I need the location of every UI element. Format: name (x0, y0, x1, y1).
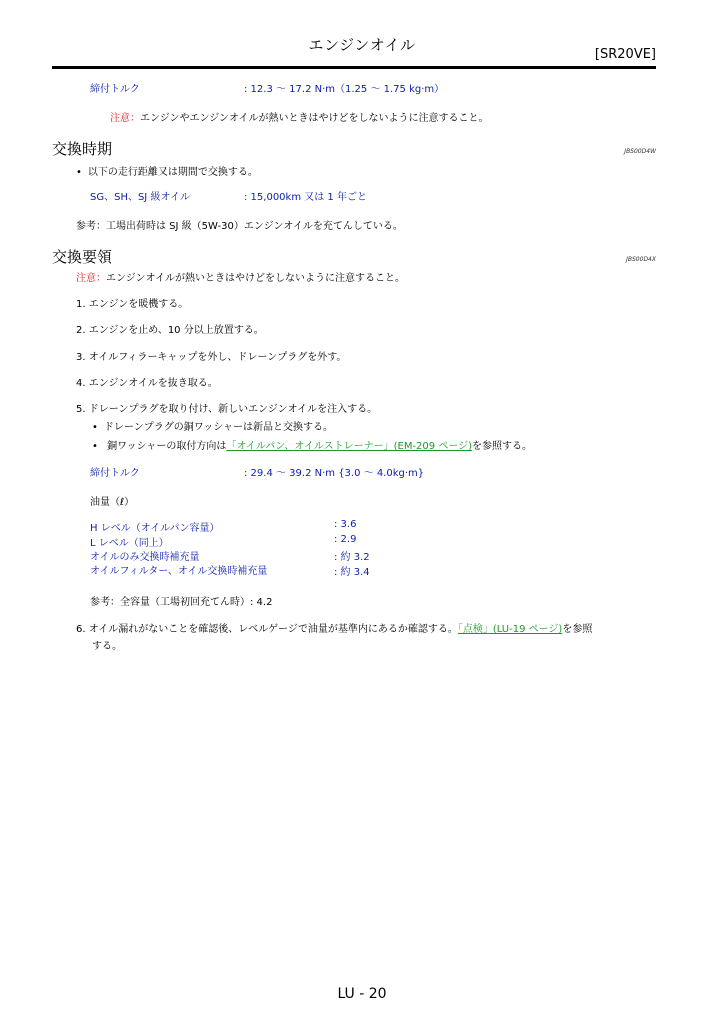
oil-table-label: オイルフィルター、オイル交換時補充量 (90, 566, 268, 577)
oil-table-label: オイルのみ交換時補充量 (90, 552, 200, 563)
caution-block (110, 109, 489, 124)
step-3: 3. オイルフィラーキャップを外し、ドレーンプラグを外す。 (76, 352, 347, 363)
header-divider (52, 66, 656, 69)
list-item (92, 437, 532, 452)
page-number: LU - 20 (337, 986, 387, 1002)
page-title: エンジンオイル (308, 36, 416, 54)
step-5: 5. ドレーンプラグを取り付け、新しいエンジンオイルを注入する。 (76, 404, 378, 415)
total-capacity-note: 参考：全容量（工場初回充てん時）: 4.2 (90, 597, 273, 608)
step-6-continued: する。 (92, 641, 122, 652)
torque-value: : 12.3 ～ 17.2 N·m（1.25 ～ 1.75 kg·m） (244, 84, 445, 95)
oil-table-value: : 2.9 (334, 534, 357, 545)
step-6 (76, 620, 592, 635)
section-title-exchange-procedure: 交換要領 (52, 248, 113, 266)
section-ref: JBS00D4X (626, 256, 656, 263)
caution-label: 注意： (110, 113, 140, 124)
lu-19-link[interactable]: 「点検」(LU-19 ページ) (457, 624, 563, 635)
torque-label: 締付トルク (90, 468, 140, 479)
list-item: • 以下の走行距離又は期間で交換する。 (76, 163, 258, 178)
caution-label: 注意： (76, 273, 106, 284)
step-4: 4. エンジンオイルを抜き取る。 (76, 378, 218, 389)
oil-table-label: L レベル（同上） (90, 538, 169, 549)
oil-table-value: : 約 3.4 (334, 567, 370, 578)
torque-label: 締付トルク (90, 84, 140, 95)
list-item-text: を参照する。 (472, 441, 533, 452)
oil-amount-label: 油量（ℓ） (90, 497, 135, 508)
oil-grade-label: SG、SH、SJ 級オイル (90, 192, 190, 203)
caution-text: エンジンやエンジンオイルが熱いときはやけどをしないように注意すること。 (140, 113, 489, 124)
step-6-text: 6. オイル漏れがないことを確認後、レベルゲージで油量が基準内にあるか確認する。 (76, 624, 458, 635)
reference-note: 参考：工場出荷時は SJ 級（5W-30）エンジンオイルを充てんしている。 (76, 221, 403, 232)
torque-value: : 29.4 ～ 39.2 N·m {3.0 ～ 4.0kg·m} (244, 468, 425, 479)
oil-table-label: H レベル（オイルパン容量） (90, 523, 220, 534)
oil-table-value: : 3.6 (334, 519, 357, 530)
list-item: • ドレーンプラグの銅ワッシャーは新品と交換する。 (92, 418, 333, 433)
caution-text: エンジンオイルが熱いときはやけどをしないように注意すること。 (106, 273, 405, 284)
step-2: 2. エンジンを止め、10 分以上放置する。 (76, 325, 264, 336)
em-209-link[interactable]: 「オイルパン、オイルストレーナー」(EM-209 ページ) (226, 441, 473, 452)
section-ref: JBS00D4W (624, 148, 656, 155)
section-title-exchange-period: 交換時期 (52, 140, 113, 158)
caution-block (76, 269, 405, 284)
list-item-text: 銅ワッシャーの取付方向は (107, 441, 227, 452)
step-6-text: を参照 (562, 624, 593, 635)
oil-grade-value: : 15,000km 又は 1 年ごと (244, 192, 367, 203)
engine-code: [SR20VE] (594, 47, 656, 62)
step-1: 1. エンジンを暖機する。 (76, 299, 189, 310)
oil-table-value: : 約 3.2 (334, 552, 370, 563)
